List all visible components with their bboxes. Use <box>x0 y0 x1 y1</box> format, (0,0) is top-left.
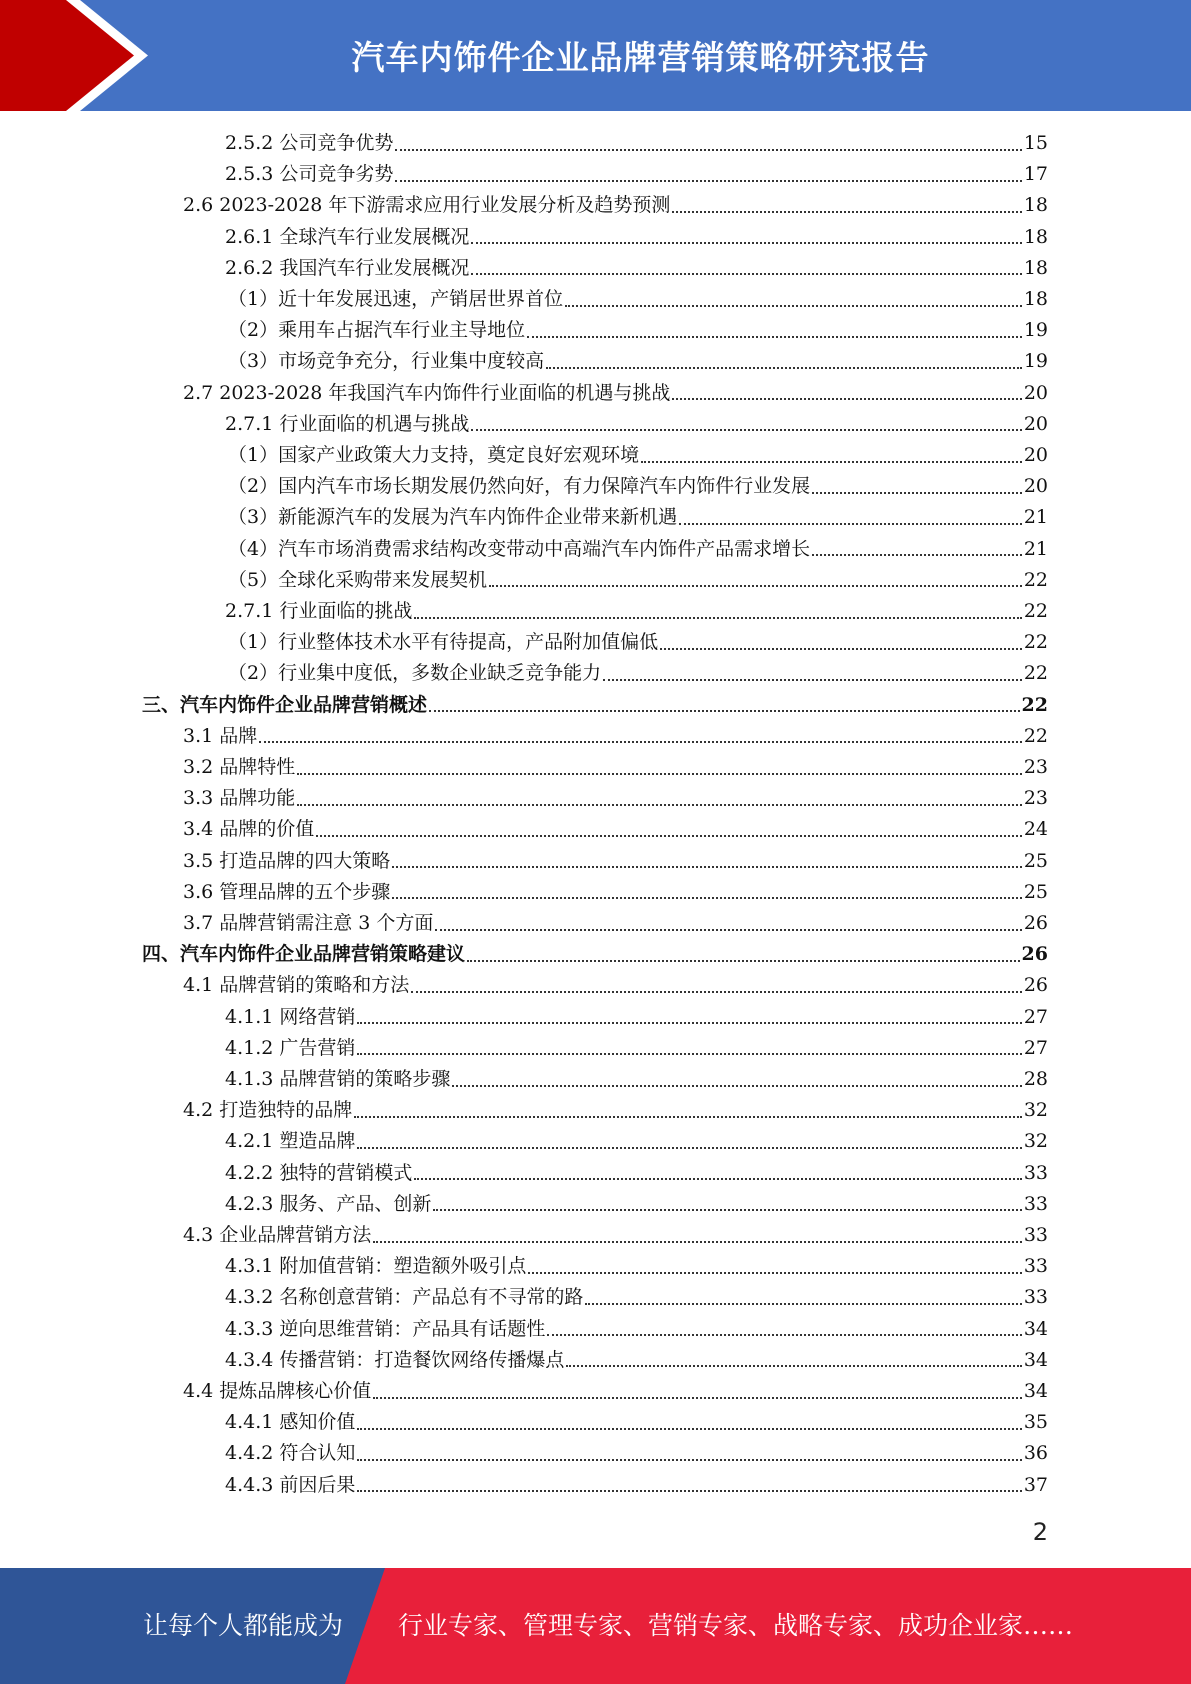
toc-dot-leader <box>547 1334 1021 1336</box>
toc-dot-leader <box>672 398 1021 400</box>
toc-entry-page: 27 <box>1023 1005 1048 1028</box>
toc-dot-leader <box>812 492 1022 494</box>
toc-entry-label: 3.7 品牌营销需注意 3 个方面 <box>183 912 434 934</box>
toc-entry-page: 21 <box>1023 506 1048 529</box>
toc-dot-leader <box>546 367 1022 369</box>
toc-entry[interactable] <box>183 1095 1048 1126</box>
toc-entry-page: 23 <box>1023 756 1048 778</box>
toc-dot-leader <box>373 1241 1022 1243</box>
toc-entry[interactable] <box>225 222 1048 253</box>
toc-dot-leader <box>603 679 1022 681</box>
toc-entry[interactable] <box>183 814 1048 845</box>
toc-entry-page: 33 <box>1023 1286 1048 1309</box>
toc-entry[interactable] <box>225 596 1048 627</box>
toc-entry-label: （4）汽车市场消费需求结构改变带动中高端汽车内饰件产品需求增长 <box>228 537 811 560</box>
toc-entry-page: 19 <box>1023 350 1048 373</box>
toc-dot-leader <box>414 1178 1021 1180</box>
toc-entry-label: 四、汽车内饰件企业品牌营销策略建议 <box>142 943 466 966</box>
toc-dot-leader <box>392 897 1022 899</box>
toc-dot-leader <box>354 1116 1022 1118</box>
toc-dot-leader <box>660 648 1022 650</box>
toc-entry[interactable] <box>183 783 1048 814</box>
toc-entry-page: 20 <box>1023 381 1048 404</box>
toc-entry-label: （3）市场竞争充分，行业集中度较高 <box>228 350 545 373</box>
toc-entry[interactable] <box>225 1438 1048 1469</box>
toc-entry[interactable] <box>225 1126 1048 1157</box>
toc-dot-leader <box>259 741 1022 743</box>
toc-entry-page: 33 <box>1023 1192 1048 1215</box>
toc-dot-leader <box>527 336 1022 338</box>
toc-entry[interactable] <box>225 1064 1048 1095</box>
toc-dot-leader <box>414 617 1021 619</box>
toc-dot-leader <box>566 1365 1021 1367</box>
toc-entry-label: 3.6 管理品牌的五个步骤 <box>183 880 391 903</box>
toc-entry-page: 33 <box>1023 1255 1048 1278</box>
toc-entry[interactable] <box>183 877 1048 908</box>
toc-entry-page: 17 <box>1023 163 1048 186</box>
toc-entry-page: 26 <box>1023 912 1048 934</box>
toc-dot-leader <box>471 429 1021 431</box>
toc-entry-label: （3）新能源汽车的发展为汽车内饰件企业带来新机遇 <box>228 506 678 529</box>
toc-entry-page: 34 <box>1023 1317 1048 1340</box>
toc-entry-page: 23 <box>1023 787 1048 810</box>
toc-dot-leader <box>297 804 1022 806</box>
toc-entry-label: （1）行业整体技术水平有待提高，产品附加值偏低 <box>228 631 659 654</box>
toc-entry[interactable] <box>228 315 1048 346</box>
toc-entry-page: 22 <box>1023 631 1048 654</box>
toc-entry-page: 32 <box>1023 1130 1048 1153</box>
footer-slogan-left: 让每个人都能成为 <box>143 1611 344 1640</box>
toc-dot-leader <box>429 710 1020 712</box>
toc-entry[interactable] <box>142 939 1048 970</box>
toc-dot-leader <box>411 991 1022 993</box>
toc-entry[interactable] <box>225 159 1048 190</box>
toc-entry-label: 4.2 打造独特的品牌 <box>183 1099 353 1122</box>
toc-entry-label: 3.2 品牌特性 <box>183 756 296 778</box>
toc-dot-leader <box>641 461 1022 463</box>
toc-entry[interactable] <box>225 1314 1048 1345</box>
toc-dot-leader <box>373 1397 1022 1399</box>
toc-entry-page: 25 <box>1023 880 1048 903</box>
toc-dot-leader <box>528 1272 1021 1274</box>
toc-entry[interactable] <box>228 534 1048 565</box>
toc-entry-page: 18 <box>1023 288 1048 310</box>
toc-entry-page: 33 <box>1023 1161 1048 1184</box>
toc-entry-label: （5）全球化采购带来发展契机 <box>228 568 488 591</box>
toc-entry-page: 36 <box>1023 1442 1048 1465</box>
toc-entry-page: 15 <box>1023 132 1048 154</box>
toc-entry-label: 三、汽车内饰件企业品牌营销概述 <box>142 693 428 716</box>
toc-entry-label: 2.5.3 公司竞争劣势 <box>225 163 394 186</box>
toc-entry-label: 4.2.1 塑造品牌 <box>225 1130 356 1153</box>
toc-entry[interactable] <box>228 346 1048 377</box>
toc-entry-page: 33 <box>1023 1224 1048 1246</box>
toc-entry[interactable] <box>183 1376 1048 1407</box>
toc-entry-label: 2.5.2 公司竞争优势 <box>225 132 394 154</box>
toc-dot-leader <box>565 305 1022 307</box>
toc-dot-leader <box>435 929 1021 931</box>
toc-entry-label: 4.4.1 感知价值 <box>225 1411 356 1434</box>
toc-entry-label: （2）行业集中度低，多数企业缺乏竞争能力 <box>228 662 602 685</box>
toc-entry[interactable] <box>228 440 1048 471</box>
toc-entry-page: 27 <box>1023 1036 1048 1059</box>
toc-entry[interactable] <box>183 721 1048 752</box>
toc-entry-label: 4.1.2 广告营销 <box>225 1036 356 1059</box>
toc-entry[interactable] <box>228 284 1048 315</box>
toc-dot-leader <box>812 554 1022 556</box>
toc-dot-leader <box>471 273 1021 275</box>
toc-entry[interactable] <box>225 1158 1048 1189</box>
toc-dot-leader <box>316 835 1022 837</box>
toc-entry-label: 4.3.3 逆向思维营销：产品具有话题性 <box>225 1317 546 1340</box>
toc-entry[interactable] <box>225 253 1048 284</box>
toc-entry-label: 4.4 提炼品牌核心价值 <box>183 1380 372 1402</box>
toc-entry[interactable] <box>183 846 1048 877</box>
toc-dot-leader <box>357 1459 1021 1461</box>
toc-entry[interactable] <box>225 409 1048 440</box>
toc-entry[interactable] <box>183 190 1048 221</box>
toc-entry-label: 2.6.2 我国汽车行业发展概况 <box>225 256 470 279</box>
toc-entry[interactable] <box>225 1002 1048 1033</box>
toc-entry-page: 20 <box>1023 444 1048 466</box>
toc-dot-leader <box>357 1490 1021 1492</box>
toc-entry-label: 2.6.1 全球汽车行业发展概况 <box>225 225 470 248</box>
toc-dot-leader <box>392 866 1022 868</box>
toc-entry[interactable] <box>183 752 1048 783</box>
page-number: 2 <box>1032 1518 1048 1546</box>
toc-entry-page: 19 <box>1023 319 1048 342</box>
toc-dot-leader <box>395 180 1021 182</box>
toc-entry-page: 22 <box>1023 600 1048 622</box>
toc-entry-page: 34 <box>1023 1348 1048 1371</box>
toc-dot-leader <box>467 960 1020 962</box>
toc-entry-label: 4.4.3 前因后果 <box>225 1473 356 1496</box>
toc-dot-leader <box>297 773 1022 775</box>
report-title: 汽车内饰件企业品牌营销策略研究报告 <box>351 38 930 77</box>
page-header <box>0 0 1191 111</box>
footer-slogan-right: 行业专家、管理专家、营销专家、战略专家、成功企业家…… <box>398 1611 1074 1640</box>
toc-entry-label: 4.3.1 附加值营销：塑造额外吸引点 <box>225 1255 527 1278</box>
toc-entry[interactable] <box>225 1282 1048 1313</box>
toc-entry-page: 26 <box>1021 943 1048 966</box>
toc-entry-page: 20 <box>1023 475 1048 498</box>
toc-entry[interactable] <box>225 1407 1048 1438</box>
toc-entry[interactable] <box>225 1033 1048 1064</box>
toc-entry-page: 20 <box>1023 412 1048 435</box>
toc-dot-leader <box>395 149 1021 151</box>
toc-entry-label: 3.3 品牌功能 <box>183 787 296 810</box>
toc-dot-leader <box>357 1022 1021 1024</box>
toc-dot-leader <box>471 242 1021 244</box>
toc-entry[interactable] <box>225 1251 1048 1282</box>
toc-dot-leader <box>357 1053 1021 1055</box>
toc-entry-page: 18 <box>1023 194 1048 217</box>
toc-entry[interactable] <box>142 690 1048 721</box>
toc-entry-label: （2）国内汽车市场长期发展仍然向好，有力保障汽车内饰件行业发展 <box>228 475 811 498</box>
toc-entry-label: 2.7.1 行业面临的机遇与挑战 <box>225 412 470 435</box>
toc-entry-label: 4.3.4 传播营销：打造餐饮网络传播爆点 <box>225 1348 565 1371</box>
toc-entry-label: 4.2.2 独特的营销模式 <box>225 1161 413 1184</box>
toc-entry-page: 37 <box>1023 1473 1048 1496</box>
toc-entry-label: 4.3.2 名称创意营销：产品总有不寻常的路 <box>225 1286 584 1309</box>
toc-entry-label: （1）国家产业政策大力支持，奠定良好宏观环境 <box>228 444 640 466</box>
toc-entry-label: （2）乘用车占据汽车行业主导地位 <box>228 319 526 342</box>
toc-entry[interactable] <box>228 658 1048 689</box>
toc-dot-leader <box>672 211 1021 213</box>
toc-dot-leader <box>433 1209 1021 1211</box>
toc-entry-page: 32 <box>1023 1099 1048 1122</box>
toc-entry-page: 22 <box>1023 662 1048 685</box>
toc-entry-page: 34 <box>1023 1380 1048 1402</box>
toc-entry[interactable] <box>228 471 1048 502</box>
toc-entry[interactable] <box>225 128 1048 159</box>
toc-entry-page: 35 <box>1023 1411 1048 1434</box>
toc-entry-label: 4.1.1 网络营销 <box>225 1005 356 1028</box>
toc-dot-leader <box>357 1147 1021 1149</box>
toc-entry-label: 4.3 企业品牌营销方法 <box>183 1224 372 1246</box>
toc-entry-page: 18 <box>1023 256 1048 279</box>
toc-entry-page: 22 <box>1023 568 1048 591</box>
toc-entry-label: 4.4.2 符合认知 <box>225 1442 356 1465</box>
toc-entry-page: 26 <box>1023 974 1048 997</box>
toc-entry[interactable] <box>183 908 1048 939</box>
toc-entry-page: 22 <box>1021 693 1048 716</box>
toc-entry-label: 4.1 品牌营销的策略和方法 <box>183 974 410 997</box>
toc-entry-label: 3.1 品牌 <box>183 724 258 747</box>
toc-entry-page: 24 <box>1023 818 1048 841</box>
toc-entry-label: 3.5 打造品牌的四大策略 <box>183 849 391 872</box>
toc-entry-label: 2.6 2023-2028 年下游需求应用行业发展分析及趋势预测 <box>183 194 671 217</box>
toc-entry[interactable] <box>228 502 1048 533</box>
page-footer <box>0 1568 1191 1684</box>
toc-entry[interactable] <box>183 378 1048 409</box>
toc-entry-page: 22 <box>1023 724 1048 747</box>
toc-entry-label: 2.7 2023-2028 年我国汽车内饰件行业面临的机遇与挑战 <box>183 381 671 404</box>
toc-entry-label: （1）近十年发展迅速，产销居世界首位 <box>228 288 564 310</box>
toc-dot-leader <box>489 585 1022 587</box>
toc-entry-page: 25 <box>1023 849 1048 872</box>
toc-entry-label: 4.1.3 品牌营销的策略步骤 <box>225 1068 451 1090</box>
toc-entry[interactable] <box>225 1470 1048 1501</box>
toc-dot-leader <box>585 1303 1021 1305</box>
toc-dot-leader <box>357 1428 1021 1430</box>
toc-entry-label: 2.7.1 行业面临的挑战 <box>225 600 413 622</box>
toc-entry[interactable] <box>183 1220 1048 1251</box>
toc-entry[interactable] <box>225 1189 1048 1220</box>
toc-entry[interactable] <box>183 970 1048 1001</box>
toc-entry[interactable] <box>228 627 1048 658</box>
toc-entry[interactable] <box>225 1345 1048 1376</box>
toc-entry-label: 3.4 品牌的价值 <box>183 818 315 841</box>
toc-entry-page: 21 <box>1023 537 1048 560</box>
toc-entry-label: 4.2.3 服务、产品、创新 <box>225 1192 432 1215</box>
toc-entry-page: 28 <box>1023 1068 1048 1090</box>
toc-entry[interactable] <box>228 565 1048 596</box>
toc-dot-leader <box>452 1085 1021 1087</box>
toc-entry-page: 18 <box>1023 225 1048 248</box>
toc-dot-leader <box>679 523 1022 525</box>
